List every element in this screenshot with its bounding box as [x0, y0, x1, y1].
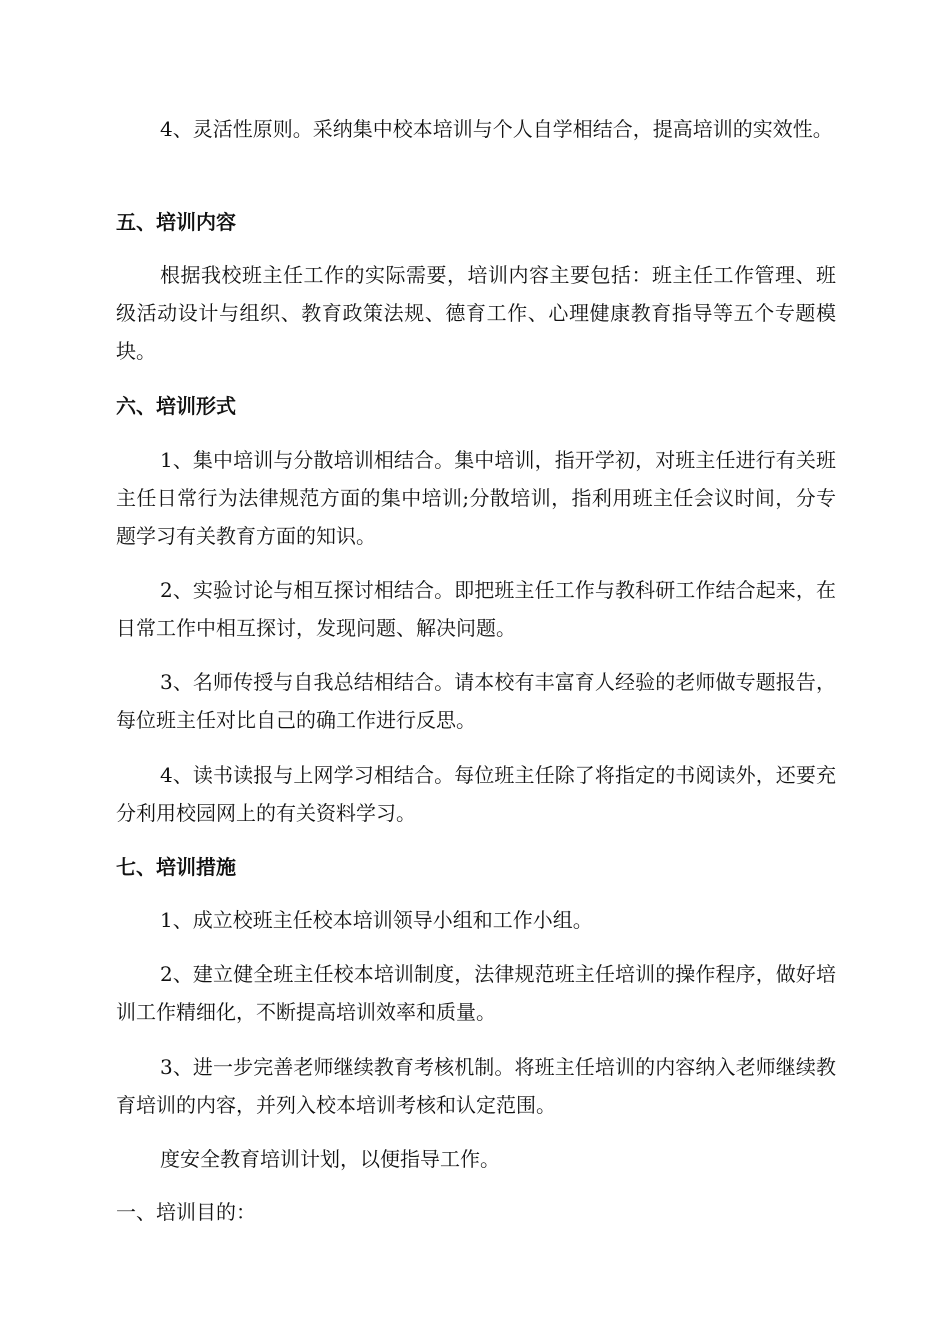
paragraph-training-content: 根据我校班主任工作的实际需要，培训内容主要包括：班主任工作管理、班级活动设计与组织、教育政策法规、德育工作、心理健康教育指导等五个专题模块。 [116, 263, 836, 363]
heading-training-purpose: 一、培训目的： [116, 1200, 256, 1224]
paragraph-form-4: 4、读书读报与上网学习相结合。每位班主任除了将指定的书阅读外，还要充分利用校园网上的有关资料学习。 [116, 763, 836, 825]
paragraph-flexibility-principle: 4、灵活性原则。采纳集中校本培训与个人自学相结合，提高培训的实效性。 [160, 117, 833, 141]
paragraph-measure-3: 3、进一步完善老师继续教育考核机制。将班主任培训的内容纳入老师继续教育培训的内容，并列入校本培训考核和认定范围。 [116, 1055, 836, 1117]
heading-training-form: 六、培训形式 [116, 394, 236, 418]
paragraph-form-2: 2、实验讨论与相互探讨相结合。即把班主任工作与教科研工作结合起来，在日常工作中相互探讨，发现问题、解决问题。 [116, 578, 836, 640]
paragraph-measure-2: 2、建立健全班主任校本培训制度，法律规范班主任培训的操作程序，做好培训工作精细化，不断提高培训效率和质量。 [116, 962, 836, 1024]
paragraph-safety-plan: 度安全教育培训计划，以便指导工作。 [160, 1147, 500, 1171]
paragraph-form-3: 3、名师传授与自我总结相结合。请本校有丰富育人经验的老师做专题报告，每位班主任对比自己的确工作进行反思。 [116, 670, 836, 732]
paragraph-measure-1: 1、成立校班主任校本培训领导小组和工作小组。 [160, 908, 593, 932]
heading-training-content: 五、培训内容 [116, 210, 236, 234]
heading-training-measures: 七、培训措施 [116, 855, 236, 879]
paragraph-form-1: 1、集中培训与分散培训相结合。集中培训，指开学初，对班主任进行有关班主任日常行为法律规范方面的集中培训;分散培训，指利用班主任会议时间，分专题学习有关教育方面的知识。 [116, 448, 836, 548]
